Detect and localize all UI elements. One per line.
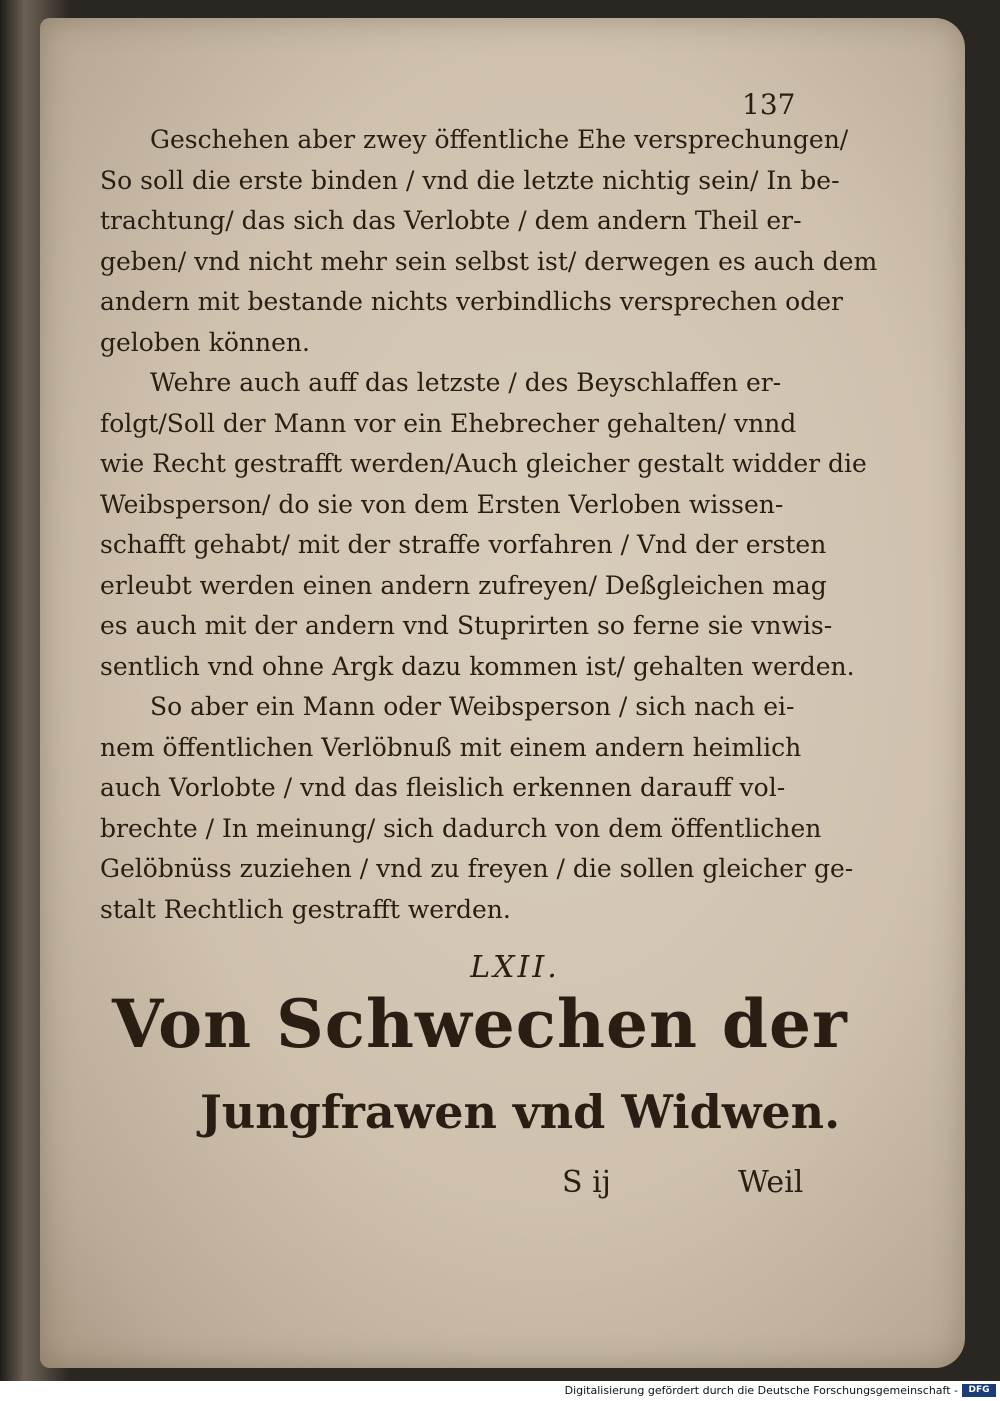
signature-mark: S ij (562, 1165, 611, 1200)
dfg-logo: DFG (962, 1384, 996, 1397)
text-line: Gelöbnüss zuziehen / vnd zu freyen / die sollen gleicher ge- (100, 854, 854, 883)
footer-credit: Digitalisierung gefördert durch die Deutsche Forschungsgemeinschaft - (564, 1384, 958, 1397)
section-heading-line-1: Von Schwechen der (112, 985, 848, 1063)
text-line: folgt/Soll der Mann vor ein Ehebrecher gehalten/ vnnd (100, 408, 797, 438)
text-line: Weibsperson/ do sie von dem Ersten Verloben wissen- (100, 489, 784, 519)
text-line: trachtung/ das sich das Verlobte / dem andern Theil er- (100, 206, 802, 235)
text-line: So aber ein Mann oder Weibsperson / sich nach ei- (150, 692, 795, 721)
text-line: nem öffentlichen Verlöbnuß mit einem andern heimlich (100, 732, 802, 762)
paragraph-3 (100, 687, 854, 930)
text-line: erleubt werden einen andern zufreyen/ Deßgleichen mag (100, 570, 827, 600)
body-text (100, 120, 878, 930)
page-number: 137 (742, 88, 796, 121)
text-line: geloben können. (100, 327, 310, 357)
text-line: sentlich vnd ohne Argk dazu kommen ist/ gehalten werden. (100, 651, 855, 681)
text-line: schafft gehabt/ mit der straffe vorfahren / Vnd der ersten (100, 530, 827, 559)
text-line: brechte / In meinung/ sich dadurch von dem öffentlichen (100, 813, 822, 843)
text-line: stalt Rechtlich gestrafft werden. (100, 894, 511, 924)
paragraph-1 (100, 120, 878, 363)
text-line: auch Vorlobte / vnd das fleislich erkennen darauff vol- (100, 773, 786, 802)
section-number: LXII. (470, 950, 560, 985)
catchword: Weil (738, 1165, 804, 1200)
paragraph-2 (100, 363, 867, 687)
section-heading-line-2: Jungfrawen vnd Widwen. (200, 1085, 841, 1139)
text-line: Geschehen aber zwey öffentliche Ehe versprechungen/ (150, 125, 849, 154)
text-line: geben/ vnd nicht mehr sein selbst ist/ derwegen es auch dem (100, 246, 878, 276)
text-line: wie Recht gestrafft werden/Auch gleicher gestalt widder die (100, 449, 867, 478)
text-line: So soll die erste binden / vnd die letzte nichtig sein/ In be- (100, 165, 840, 195)
text-line: Wehre auch auff das letzste / des Beyschlaffen er- (150, 368, 782, 397)
footer-bar (0, 1381, 1000, 1401)
text-line: andern mit bestande nichts verbindlichs versprechen oder (100, 287, 843, 316)
text-line: es auch mit der andern vnd Stuprirten so ferne sie vnwis- (100, 611, 833, 640)
